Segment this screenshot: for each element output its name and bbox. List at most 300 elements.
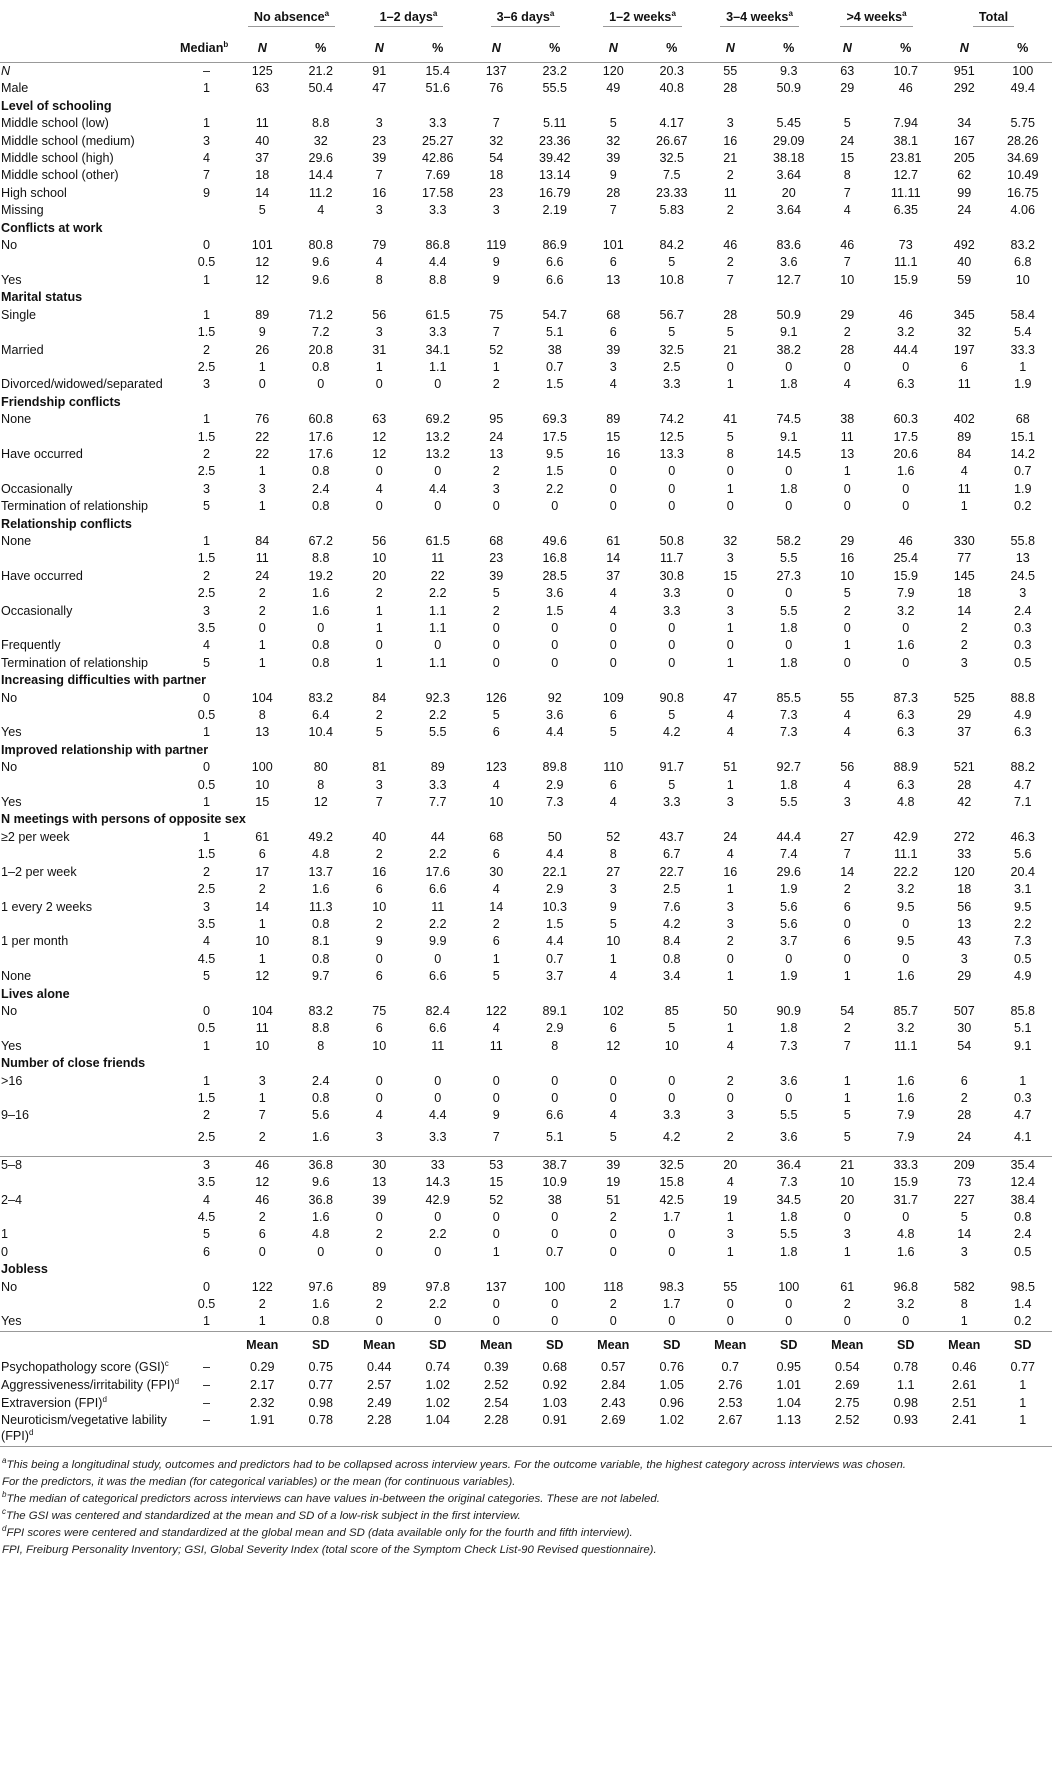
median-cell: 1.5 — [197, 551, 216, 566]
pct-cell: 12.7 — [776, 272, 801, 287]
sd-cell: 1.02 — [425, 1377, 450, 1392]
mean-cell: 2.28 — [467, 1412, 526, 1447]
mean-cell: 2.28 — [350, 1412, 409, 1447]
pct-cell: 7.9 — [877, 1125, 936, 1157]
n-cell: 0 — [375, 1244, 383, 1259]
section-label: Jobless — [1, 1262, 48, 1277]
median-cell: 1.5 — [197, 847, 216, 862]
n-cell: 4 — [960, 464, 968, 479]
n-cell: 6 — [843, 934, 851, 949]
n-cell: 63 — [840, 64, 855, 78]
n-cell: 6 — [609, 708, 617, 723]
n-cell: 18 — [489, 168, 504, 183]
median-cell: 0.5 — [197, 777, 216, 792]
pct-cell: 25.4 — [893, 551, 918, 566]
pct-cell: 1.9 — [1013, 377, 1032, 392]
n-cell: 47 — [723, 690, 738, 705]
n-cell: 122 — [485, 1003, 507, 1018]
pct-cell: 1.8 — [779, 481, 798, 496]
n-cell: 4 — [609, 969, 617, 984]
row-label: N — [1, 64, 11, 78]
sd-cell: 0.95 — [776, 1359, 801, 1374]
n-cell: 1 — [726, 481, 734, 496]
n-cell: 0 — [375, 1210, 383, 1224]
row-label: 1 every 2 weeks — [1, 899, 92, 914]
pct-cell: 27.3 — [776, 568, 801, 583]
pct-cell: 0.8 — [311, 655, 330, 670]
n-cell: 39 — [606, 342, 621, 357]
n-cell: 1 — [726, 621, 734, 635]
n-cell: 3 — [726, 899, 734, 914]
pct-cell: 7.4 — [779, 847, 798, 862]
n-cell: 39 — [606, 151, 621, 166]
n-cell: 7 — [467, 1125, 526, 1157]
n-cell: 22 — [255, 429, 270, 444]
pct-cell: 36.8 — [308, 1157, 333, 1172]
sd-cell: 0.98 — [308, 1395, 333, 1410]
n-cell: 0 — [843, 1314, 851, 1329]
n-cell: 3 — [726, 795, 734, 810]
median-cell: 4.5 — [197, 951, 216, 966]
pct-cell: 6.4 — [311, 708, 330, 723]
n-cell: 16 — [723, 133, 738, 148]
n-cell: 0 — [609, 655, 617, 670]
pct-cell: 44.4 — [893, 342, 918, 357]
row-label — [0, 1358, 180, 1376]
pct-cell: 85.5 — [776, 690, 801, 705]
n-cell: 521 — [953, 760, 975, 775]
median-cell: – — [202, 1359, 210, 1374]
pct-cell: 3.3 — [409, 1125, 468, 1157]
pct-cell: 6.6 — [428, 1021, 447, 1036]
row-label: None — [1, 412, 32, 427]
pct-cell: 3.7 — [545, 969, 564, 984]
row-label: Married — [1, 342, 44, 357]
row-label — [0, 951, 180, 968]
table-row — [0, 864, 1052, 881]
pct-cell: 9.6 — [311, 255, 330, 270]
median-cell: 1 — [202, 81, 210, 96]
pct-cell: 24.5 — [1010, 568, 1035, 583]
pct-cell: 0 — [434, 1244, 442, 1259]
pct-cell: 3.3 — [662, 1108, 681, 1123]
sd-header: SD — [526, 1331, 585, 1358]
sd-cell: 0.93 — [877, 1412, 936, 1447]
n-cell: 4 — [492, 1021, 500, 1036]
median-cell: – — [202, 1395, 210, 1410]
table-row — [0, 846, 1052, 863]
table-row — [0, 1244, 1052, 1261]
n-cell: 52 — [606, 829, 621, 844]
table-row — [0, 637, 1052, 654]
n-cell: 4 — [726, 1038, 734, 1053]
pct-cell: 3.4 — [662, 969, 681, 984]
n-cell: 5 — [492, 969, 500, 984]
pct-cell: 31.7 — [893, 1192, 918, 1207]
pct-cell: 38.7 — [542, 1157, 567, 1172]
n-cell: 0 — [843, 951, 851, 966]
n-cell: 50 — [723, 1003, 738, 1018]
sd-cell: 1.02 — [643, 1412, 702, 1447]
n-cell: 0 — [492, 499, 500, 514]
sd-cell: 0.74 — [425, 1359, 450, 1374]
n-cell: 5 — [492, 708, 500, 723]
median-cell — [180, 202, 233, 219]
pct-cell: 8.1 — [311, 934, 330, 949]
pct-cell: 33 — [430, 1157, 445, 1172]
row-label — [0, 429, 180, 446]
n-cell: 56 — [957, 899, 972, 914]
n-cell: 56 — [372, 533, 387, 548]
median-cell: 5 — [202, 499, 210, 514]
n-cell: 11 — [723, 185, 737, 200]
pct-cell: 73 — [898, 238, 913, 253]
row-label — [0, 463, 180, 480]
section-header-row — [0, 742, 1052, 759]
n-cell: 12 — [606, 1038, 621, 1053]
n-cell: 17 — [255, 864, 270, 879]
pct-cell: 38.1 — [893, 133, 918, 148]
n-cell: 3 — [609, 359, 617, 374]
table-row-page-break — [0, 1125, 1052, 1157]
pct-cell: 32.5 — [659, 1157, 684, 1172]
section-header-row — [0, 672, 1052, 689]
table-row — [0, 1038, 1052, 1055]
pct-cell: 90.8 — [659, 690, 684, 705]
sd-header: SD — [292, 1331, 351, 1358]
n-header: N — [467, 34, 526, 63]
pct-cell: 0 — [434, 464, 442, 479]
pct-cell: 1.8 — [779, 777, 798, 792]
pct-cell: 67.2 — [308, 533, 333, 548]
pct-cell: 0 — [551, 499, 559, 514]
row-label — [0, 1125, 180, 1157]
median-cell: 4 — [202, 1192, 210, 1207]
pct-cell: 3.6 — [545, 586, 564, 601]
continuous-row — [0, 1412, 1052, 1447]
n-cell: 32 — [606, 133, 621, 148]
pct-cell: 3.6 — [779, 255, 798, 270]
pct-cell: 5.1 — [545, 325, 564, 340]
n-cell: 5 — [843, 116, 851, 131]
pct-cell: 2.9 — [545, 1021, 564, 1036]
pct-cell: 2.2 — [428, 916, 447, 931]
pct-cell: 4.9 — [1013, 969, 1032, 984]
mean-header: Mean — [701, 1331, 760, 1358]
n-cell: 4 — [609, 603, 617, 618]
pct-cell: 97.8 — [425, 1279, 450, 1294]
n-cell: 1 — [375, 359, 383, 374]
pct-cell: 0 — [785, 586, 793, 601]
n-cell: 11 — [255, 551, 269, 566]
pct-cell: 97.6 — [308, 1279, 333, 1294]
n-cell: 54 — [489, 151, 504, 166]
pct-cell: 5.5 — [779, 1108, 798, 1123]
n-cell: 29 — [840, 533, 855, 548]
table-row — [0, 1156, 1052, 1174]
table-row — [0, 759, 1052, 776]
n-cell: 3 — [375, 325, 383, 340]
row-label: Divorced/widowed/separated — [1, 377, 163, 392]
n-cell: 3 — [843, 1227, 851, 1242]
n-cell: 28 — [723, 307, 738, 322]
section-label: Relationship conflicts — [1, 516, 132, 531]
pct-cell: 10.9 — [542, 1175, 567, 1190]
pct-cell: 6.6 — [545, 255, 564, 270]
n-cell: 6 — [609, 325, 617, 340]
footnotes — [0, 1457, 1052, 1559]
n-cell: 38 — [840, 412, 855, 427]
pct-cell: 0.8 — [311, 499, 330, 514]
pct-cell: 0 — [668, 1244, 676, 1259]
n-cell: 68 — [606, 307, 621, 322]
n-cell: 15 — [840, 151, 855, 166]
pct-cell: 1.4 — [1013, 1297, 1032, 1312]
n-cell: 1 — [726, 1210, 734, 1224]
mean-header: Mean — [233, 1331, 292, 1358]
n-cell: 0 — [726, 638, 734, 653]
row-label: Yes — [1, 272, 22, 287]
sd-header: SD — [643, 1331, 702, 1358]
pct-cell: 5 — [668, 325, 676, 340]
n-cell: 32 — [489, 133, 504, 148]
pct-cell: 7.9 — [896, 586, 915, 601]
n-cell: 15 — [723, 568, 738, 583]
n-cell: 41 — [723, 412, 738, 427]
median-cell: 0 — [202, 1279, 210, 1294]
table-row — [0, 307, 1052, 324]
table-row — [0, 1192, 1052, 1209]
pct-cell: 8.8 — [311, 1021, 330, 1036]
row-label: Frequently — [1, 638, 61, 653]
n-cell: 2 — [375, 847, 383, 862]
mean-cell: 0.57 — [600, 1359, 626, 1374]
sd-cell: 0.96 — [659, 1395, 684, 1410]
n-cell: 1 — [726, 1244, 734, 1259]
n-cell: 0 — [726, 1090, 734, 1105]
pct-cell: 3.3 — [428, 325, 447, 340]
row-label: Yes — [1, 1314, 22, 1329]
pct-cell: 23.2 — [542, 64, 567, 78]
n-cell: 0 — [726, 464, 734, 479]
pct-cell: 6.3 — [1013, 725, 1032, 740]
pct-cell: 9.5 — [896, 934, 915, 949]
n-cell: 0 — [375, 1090, 383, 1105]
n-cell: 4 — [843, 708, 851, 723]
pct-cell: 28.26 — [1006, 133, 1039, 148]
pct-cell: 49.2 — [308, 829, 333, 844]
n-cell: 7 — [726, 272, 734, 287]
n-cell: 0 — [258, 1244, 266, 1259]
pct-cell: 88.9 — [893, 760, 918, 775]
n-cell: 61 — [606, 533, 621, 548]
n-header: N — [935, 34, 994, 63]
sd-cell: 0.92 — [542, 1377, 567, 1392]
table-row — [0, 167, 1052, 184]
mean-header: Mean — [818, 1331, 877, 1358]
footnote — [2, 1542, 1052, 1559]
n-cell: 32 — [723, 533, 738, 548]
row-label-text: Extraversion (FPI) — [1, 1395, 103, 1410]
table-row — [0, 463, 1052, 480]
pct-header: % — [526, 34, 585, 63]
n-cell: 59 — [957, 272, 972, 287]
table-row — [0, 829, 1052, 846]
sd-cell: 1.13 — [760, 1412, 819, 1447]
pct-cell: 5.1 — [1013, 1021, 1032, 1036]
n-cell: 122 — [251, 1279, 273, 1294]
median-cell: 1 — [202, 412, 210, 427]
mean-cell: 2.53 — [717, 1395, 743, 1410]
n-cell: 2 — [258, 603, 266, 618]
n-cell: 4 — [609, 1108, 617, 1123]
n-cell: 2 — [960, 1090, 968, 1105]
pct-cell: 0.8 — [1013, 1210, 1032, 1224]
pct-cell: 3.2 — [896, 1297, 915, 1312]
pct-cell: 0 — [785, 1297, 793, 1312]
median-cell: 3.5 — [197, 916, 216, 931]
n-cell: 12 — [372, 446, 387, 461]
median-cell: 0 — [202, 238, 210, 253]
table-row — [0, 881, 1052, 898]
row-label-text: Psychopathology score (GSI) — [1, 1359, 165, 1374]
pct-cell: 5 — [668, 255, 676, 270]
pct-cell: 38.4 — [1010, 1192, 1035, 1207]
n-cell: 3 — [258, 1073, 266, 1088]
pct-cell: 0.8 — [311, 359, 330, 374]
pct-cell: 19.2 — [308, 568, 333, 583]
table-row — [0, 185, 1052, 202]
table-row — [0, 272, 1052, 289]
pct-cell: 0 — [434, 499, 442, 514]
pct-cell: 0 — [785, 638, 793, 653]
pct-cell: 46 — [898, 533, 913, 548]
pct-cell: 6.35 — [893, 203, 918, 218]
n-cell: 29 — [957, 969, 972, 984]
n-cell: 1 — [726, 377, 734, 392]
pct-cell: 11 — [431, 899, 445, 914]
section-header-row — [0, 98, 1052, 115]
n-cell: 79 — [372, 238, 387, 253]
n-cell: 5 — [726, 325, 734, 340]
n-cell: 1 — [843, 969, 851, 984]
pct-cell: 0 — [551, 1297, 559, 1312]
pct-cell: 30.8 — [659, 568, 684, 583]
n-cell: 54 — [957, 1038, 972, 1053]
n-cell: 77 — [957, 551, 972, 566]
median-cell: 1.5 — [197, 1090, 216, 1105]
n-cell: 8 — [375, 272, 383, 287]
n-cell: 3 — [375, 116, 383, 131]
pct-cell: 36.4 — [776, 1157, 801, 1172]
n-cell: 2 — [726, 168, 734, 183]
pct-cell: 3.64 — [776, 168, 801, 183]
pct-cell: 1.8 — [779, 1021, 798, 1036]
pct-cell: 0.3 — [1013, 638, 1032, 653]
pct-cell: 7.3 — [779, 1175, 798, 1190]
n-cell: 10 — [372, 1038, 387, 1053]
pct-cell: 1.1 — [428, 621, 447, 635]
n-cell: 0 — [609, 499, 617, 514]
pct-cell: 7.2 — [311, 325, 330, 340]
n-cell: 0 — [492, 1297, 500, 1312]
pct-cell: 50.8 — [659, 533, 684, 548]
n-cell: 55 — [723, 1279, 738, 1294]
pct-cell: 86.9 — [542, 238, 567, 253]
n-cell: 2 — [960, 621, 968, 635]
pct-cell: 0 — [902, 1314, 910, 1329]
n-cell: 18 — [255, 168, 270, 183]
pct-cell: 0 — [434, 377, 442, 392]
n-cell: 5 — [609, 116, 617, 131]
n-cell: 1 — [726, 969, 734, 984]
n-cell: 1 — [960, 1314, 968, 1329]
n-cell: 6 — [960, 359, 968, 374]
row-label — [0, 1020, 180, 1037]
pct-cell: 4.8 — [311, 1227, 330, 1242]
pct-cell: 3.3 — [428, 116, 447, 131]
n-cell: 101 — [251, 238, 273, 253]
pct-cell: 5.83 — [659, 203, 684, 218]
n-cell: 22 — [255, 446, 270, 461]
pct-cell: 71.2 — [308, 307, 333, 322]
section-header-row — [0, 516, 1052, 533]
n-cell: 126 — [485, 690, 507, 705]
n-cell: 1 — [609, 951, 617, 966]
n-cell: 402 — [953, 412, 975, 427]
median-header: Median$^b$ — [180, 34, 233, 63]
n-cell: 3 — [726, 551, 734, 566]
n-cell: 0 — [843, 916, 851, 931]
n-cell: 2 — [375, 1297, 383, 1312]
mean-cell: 0.29 — [249, 1359, 275, 1374]
n-cell: 120 — [602, 64, 624, 78]
pct-cell: 3.3 — [662, 377, 681, 392]
pct-cell: 14.3 — [425, 1175, 450, 1190]
table-row — [0, 150, 1052, 167]
column-header-row — [0, 34, 1052, 63]
row-label: 1 — [1, 1227, 9, 1242]
n-cell: 33 — [957, 847, 972, 862]
pct-cell: 10.4 — [308, 725, 333, 740]
sd-cell: 1.04 — [776, 1395, 801, 1410]
footnote-text: FPI scores were centered and standardized at the global mean and SD (data available only for the fourth and fifth interview). — [6, 1526, 633, 1539]
pct-cell: 29.09 — [772, 133, 805, 148]
row-label: ≥2 per week — [1, 829, 70, 844]
mean-cell: 2.52 — [818, 1412, 877, 1447]
row-label: 5–8 — [1, 1157, 23, 1172]
pct-cell: 16.8 — [542, 551, 567, 566]
mean-header: Mean — [584, 1331, 643, 1358]
pct-cell: 11.1 — [893, 255, 918, 270]
pct-header: % — [409, 34, 468, 63]
table-row — [0, 254, 1052, 271]
pct-cell: 46 — [898, 81, 913, 96]
section-header-row — [0, 394, 1052, 411]
pct-cell: 7.94 — [893, 116, 918, 131]
pct-cell: 0.7 — [545, 951, 564, 966]
n-cell: 2 — [701, 1125, 760, 1157]
pct-cell: 58.2 — [776, 533, 801, 548]
row-label — [0, 881, 180, 898]
n-cell: 46 — [840, 238, 855, 253]
n-cell: 6 — [609, 255, 617, 270]
median-cell: 1 — [202, 533, 210, 548]
row-label: 0 — [1, 1244, 9, 1259]
pct-cell: 0 — [551, 1073, 559, 1088]
n-cell: 53 — [489, 1157, 504, 1172]
pct-cell: 23.36 — [538, 133, 571, 148]
